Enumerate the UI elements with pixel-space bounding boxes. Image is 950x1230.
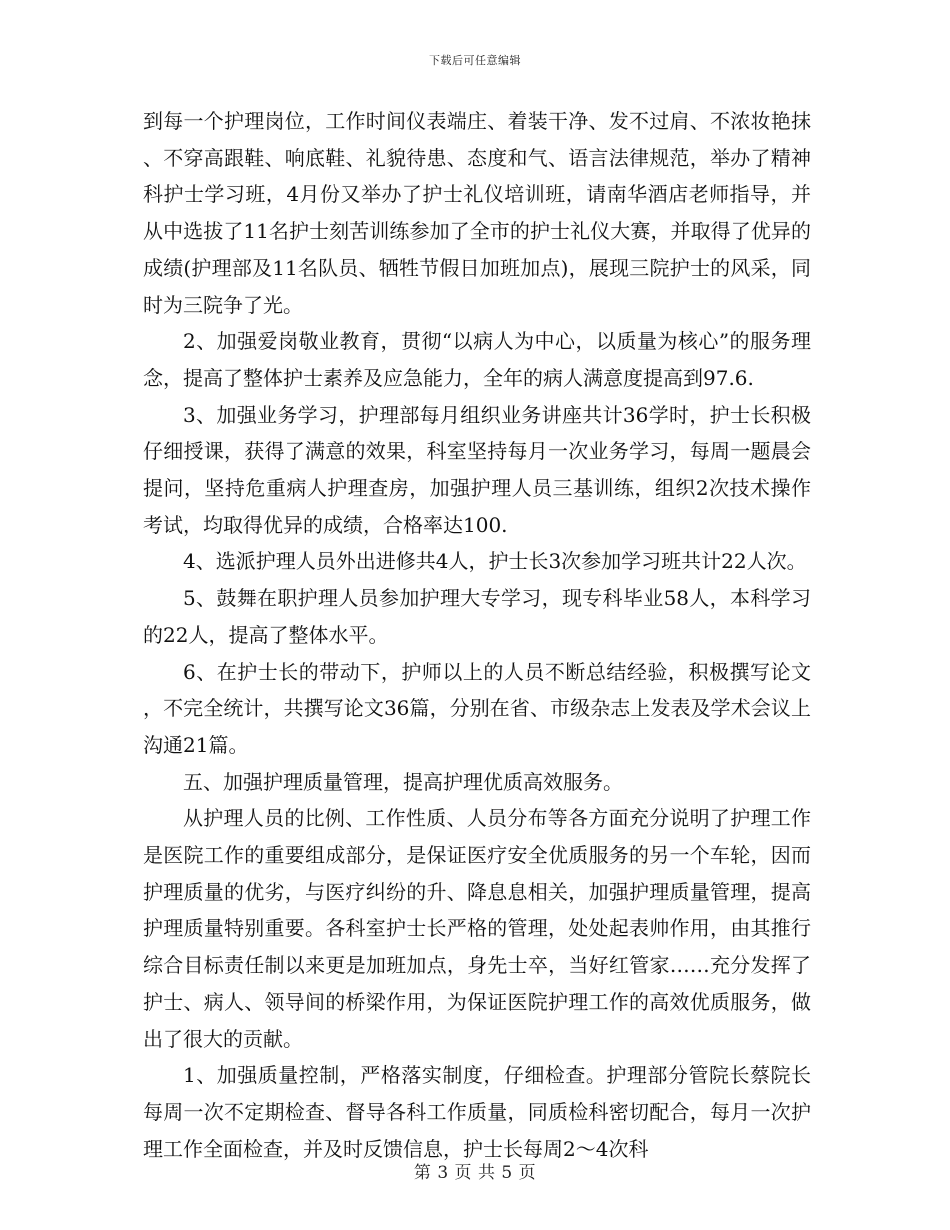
paragraph-continued: 到每一个护理岗位，工作时间仪表端庄、着装干净、发不过肩、不浓妆艳抹、不穿高跟鞋、响底鞋、礼貌待患、态度和气、语言法律规范，举办了精神科护士学习班，4月份又举办了护士礼仪培训班，请南华酒店老师指导，并从中选拔了11名护士刻苦训练参加了全市的护士礼仪大赛，并取得了优异的成绩(护理部及11名队员、牺牲节假日加班加点)，展现三院护士的风采，同时为三院争了光。 bbox=[143, 109, 811, 317]
paragraph-item-6: 6、在护士长的带动下，护师以上的人员不断总结经验，积极撰写论文，不完全统计，共撰写论文36篇，分别在省、市级杂志上发表及学术会议上沟通21篇。 bbox=[143, 659, 811, 757]
paragraph-item-5: 5、鼓舞在职护理人员参加护理大专学习，现专科毕业58人，本科学习的22人，提高了整体水平。 bbox=[143, 586, 811, 647]
paragraph-item-3: 3、加强业务学习，护理部每月组织业务讲座共计36学时，护士长积极仔细授课，获得了满意的效果，科室坚持每月一次业务学习，每周一题晨会提问，坚持危重病人护理查房，加强护理人员三基训练，组织2次技术操作考试，均取得优异的成绩，合格率达100. bbox=[143, 402, 811, 537]
paragraph-item-2: 2、加强爱岗敬业教育，贯彻“以病人为中心，以质量为核心”的服务理念，提高了整体护士素养及应急能力，全年的病人满意度提高到97.6. bbox=[143, 329, 811, 390]
paragraph-quality-item-1: 1、加强质量控制，严格落实制度，仔细检查。护理部分管院长蔡院长每周一次不定期检查、督导各科工作质量，同质检科密切配合，每月一次护理工作全面检查，并及时反馈信息，护士长每周2～4次科 bbox=[143, 1063, 811, 1161]
paragraph-quality-intro: 从护理人员的比例、工作性质、人员分布等各方面充分说明了护理工作是医院工作的重要组成部分，是保证医疗安全优质服务的另一个车轮，因而护理质量的优劣，与医疗纠纷的升、降息息相关，加强护理质量管理，提高护理质量特别重要。各科室护士长严格的管理，处处起表帅作用，由其推行综合目标责任制以来更是加班加点，身先士卒，当好红管家……充分发挥了护士、病人、领导间的桥梁作用，为保证医院护理工作的高效优质服务，做出了很大的贡献。 bbox=[143, 806, 811, 1051]
section-heading-5: 五、加强护理质量管理，提高护理优质高效服务。 bbox=[183, 769, 623, 794]
paragraph-item-4: 4、选派护理人员外出进修共4人，护士长3次参加学习班共计22人次。 bbox=[183, 549, 807, 574]
page-header: 下载后可任意编辑 bbox=[429, 54, 521, 67]
page-number: 第 3 页 共 5 页 bbox=[413, 1163, 537, 1183]
document-body bbox=[143, 103, 811, 1167]
